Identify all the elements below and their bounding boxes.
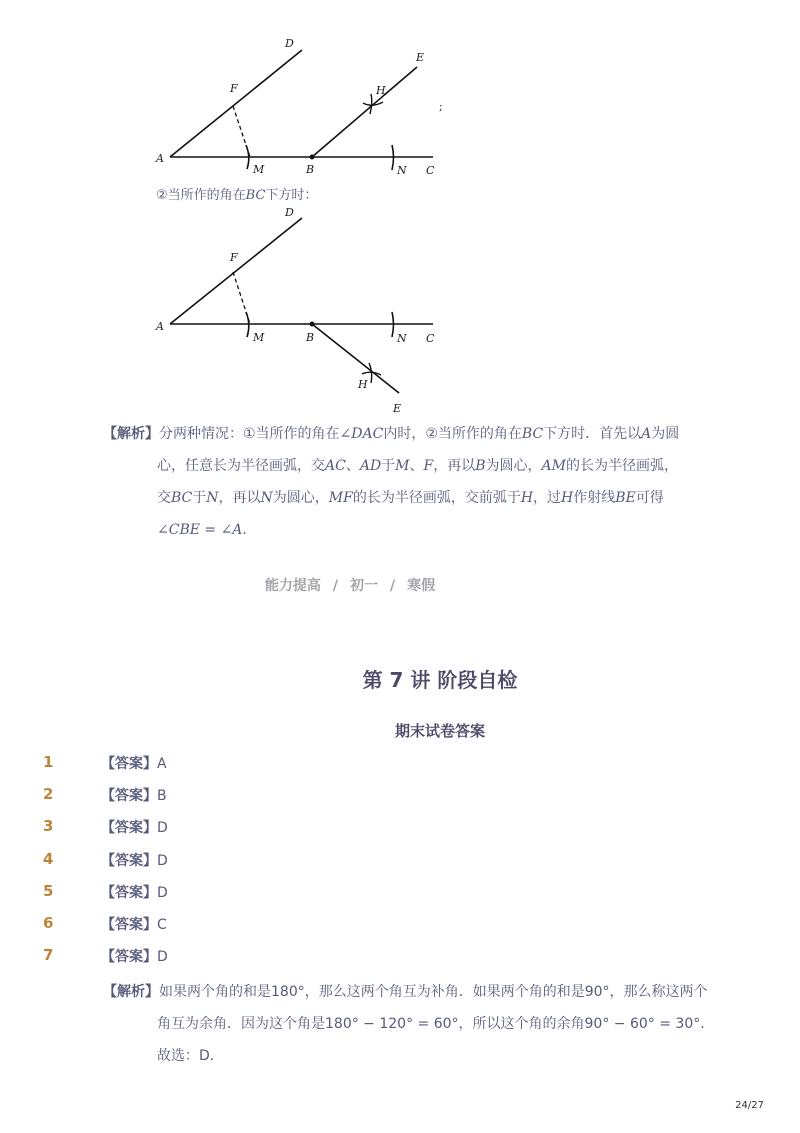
analysis-text: 交 bbox=[157, 490, 171, 506]
analysis-tag: 【解析】 bbox=[103, 984, 159, 1000]
label-d: D bbox=[285, 206, 294, 219]
analysis-block bbox=[103, 418, 723, 546]
analysis-math: BC bbox=[521, 426, 544, 442]
arc-h-2 bbox=[369, 363, 372, 383]
label-e: E bbox=[393, 402, 402, 415]
label-h: H bbox=[358, 378, 368, 391]
analysis-math: B bbox=[475, 458, 486, 474]
label-a: A bbox=[156, 320, 164, 333]
label-m: M bbox=[253, 331, 265, 344]
analysis-text: 可得 bbox=[635, 490, 664, 506]
question-number: 2 bbox=[43, 785, 54, 804]
analysis-math: M bbox=[395, 458, 410, 474]
label-b: B bbox=[306, 331, 315, 344]
breadcrumb-separator: / bbox=[332, 578, 338, 594]
answer-row bbox=[0, 850, 800, 874]
analysis-text: 、 bbox=[345, 458, 360, 474]
answer-body bbox=[101, 753, 167, 773]
arc-h-1 bbox=[363, 102, 383, 105]
question-number: 6 bbox=[43, 914, 54, 932]
analysis-math: AC bbox=[325, 458, 346, 474]
answer-row bbox=[0, 914, 800, 938]
analysis-text: 于 bbox=[381, 458, 396, 474]
analysis-text: ，再以 bbox=[433, 458, 476, 474]
answer-body bbox=[101, 914, 167, 934]
answer-body bbox=[101, 946, 168, 966]
answer-body bbox=[101, 817, 168, 837]
ray-be bbox=[312, 67, 417, 157]
analysis-math: ∠DAC bbox=[339, 426, 384, 442]
answer-row bbox=[0, 753, 800, 777]
answer-tag: 【答案】 bbox=[101, 917, 157, 933]
analysis-math: H bbox=[520, 490, 534, 506]
analysis-line-2 bbox=[103, 450, 723, 482]
analysis-text: . bbox=[242, 522, 247, 538]
label-f: F bbox=[230, 82, 238, 95]
analysis-text: 分两种情况：①当所作的角在 bbox=[159, 426, 340, 442]
side-mark: ; bbox=[439, 100, 443, 113]
analysis-math: BC bbox=[171, 490, 193, 506]
ray-be bbox=[312, 324, 399, 393]
analysis-text: 心，任意长为半径画弧，交 bbox=[157, 458, 325, 474]
analysis-line-1 bbox=[103, 418, 723, 450]
answer-tag: 【答案】 bbox=[101, 756, 157, 772]
answer-body bbox=[101, 785, 167, 805]
analysis-line-3: 故选：D． bbox=[157, 1048, 224, 1064]
breadcrumb-level: 能力提高 bbox=[264, 578, 321, 594]
analysis-text: 为圆心， bbox=[485, 458, 542, 474]
analysis-text: ，过 bbox=[533, 490, 562, 506]
arc-h-2 bbox=[370, 94, 372, 114]
answer-row bbox=[0, 882, 800, 906]
analysis-text: 下方时．首先以 bbox=[543, 426, 642, 442]
breadcrumb bbox=[0, 575, 700, 595]
analysis-text: 作射线 bbox=[573, 490, 616, 506]
analysis-math: N bbox=[260, 490, 273, 506]
lecture-title: 第 7 讲 阶段自检 bbox=[362, 668, 518, 692]
page-number: 24/27 bbox=[735, 1100, 764, 1111]
section-subtitle: 期末试卷答案 bbox=[394, 722, 485, 740]
label-d: D bbox=[285, 37, 294, 50]
question-number: 4 bbox=[43, 849, 54, 868]
label-m: M bbox=[253, 163, 265, 176]
answer-value: D bbox=[157, 884, 168, 901]
question-number: 7 bbox=[43, 946, 54, 965]
answer-tag: 【答案】 bbox=[101, 820, 157, 837]
analysis-text: 为圆心， bbox=[272, 490, 329, 506]
analysis-math: AD bbox=[359, 458, 382, 474]
answer-value: D bbox=[157, 949, 168, 966]
answer-tag: 【答案】 bbox=[101, 949, 157, 966]
label-n: N bbox=[397, 332, 407, 345]
breadcrumb-separator: / bbox=[390, 578, 396, 594]
caption-suffix: 下方时： bbox=[265, 188, 318, 203]
analysis-text: ，再以 bbox=[218, 490, 261, 506]
analysis-math: F bbox=[423, 458, 434, 474]
answer-tag: 【答案】 bbox=[101, 884, 157, 901]
question-number: 5 bbox=[43, 881, 54, 900]
analysis-text: 如果两个角的和是180°，那么这两个角互为补角．如果两个角的和是90°，那么称这两个 bbox=[159, 984, 708, 1000]
analysis-block-7 bbox=[103, 976, 723, 1072]
analysis-text: 的长为半径画弧， bbox=[565, 458, 678, 474]
point-b bbox=[310, 322, 315, 327]
breadcrumb-term: 寒假 bbox=[407, 578, 436, 594]
label-e: E bbox=[416, 51, 425, 64]
answer-value: C bbox=[157, 917, 167, 933]
analysis-math: AM bbox=[541, 458, 566, 474]
geometry-figure-1 bbox=[140, 30, 460, 185]
point-b bbox=[310, 155, 315, 160]
analysis-math: MF bbox=[328, 490, 353, 506]
question-number: 1 bbox=[43, 753, 54, 771]
analysis-line-2: 角互为余角．因为这个角是180° − 120° = 60°，所以这个角的余角90° − 60° = 30°. bbox=[157, 1016, 705, 1032]
geometry-figure-2 bbox=[140, 200, 460, 420]
analysis-tag: 【解析】 bbox=[103, 426, 159, 442]
analysis-math: A bbox=[641, 426, 652, 442]
label-c: C bbox=[426, 164, 435, 177]
analysis-text: 的长为半径画弧，交前弧于 bbox=[352, 490, 521, 506]
question-number: 3 bbox=[43, 817, 54, 836]
analysis-text: 、 bbox=[409, 458, 424, 474]
answer-value: A bbox=[157, 756, 167, 772]
answer-tag: 【答案】 bbox=[101, 788, 157, 805]
analysis-math: ∠CBE = ∠A bbox=[157, 522, 243, 538]
analysis-math: H bbox=[561, 490, 574, 506]
label-a: A bbox=[156, 152, 164, 165]
answer-row bbox=[0, 785, 800, 809]
analysis-text: 内时，②当所作的角在 bbox=[383, 426, 522, 442]
label-h: H bbox=[376, 84, 386, 97]
caption-math: BC bbox=[245, 188, 266, 203]
breadcrumb-grade: 初一 bbox=[350, 578, 378, 594]
ray-ad bbox=[170, 218, 302, 324]
label-b: B bbox=[306, 163, 315, 176]
label-c: C bbox=[426, 332, 435, 345]
analysis-math: BE bbox=[615, 490, 636, 506]
ray-ad bbox=[170, 50, 302, 157]
analysis-line-4 bbox=[103, 514, 723, 546]
answer-value: D bbox=[157, 852, 168, 869]
answer-body bbox=[101, 882, 168, 902]
analysis-line-1 bbox=[103, 976, 723, 1008]
analysis-text: 为圆 bbox=[651, 426, 680, 442]
analysis-text: 于 bbox=[192, 490, 207, 506]
answer-value: B bbox=[157, 788, 167, 805]
answer-row bbox=[0, 946, 800, 970]
label-f: F bbox=[230, 251, 238, 264]
answer-body bbox=[101, 850, 168, 870]
answer-tag: 【答案】 bbox=[101, 852, 157, 869]
caption-prefix: ②当所作的角在 bbox=[156, 188, 246, 203]
analysis-line-3 bbox=[103, 482, 723, 514]
analysis-math: N bbox=[206, 490, 219, 506]
label-n: N bbox=[397, 164, 407, 177]
answer-row bbox=[0, 817, 800, 841]
answer-value: D bbox=[157, 820, 168, 837]
